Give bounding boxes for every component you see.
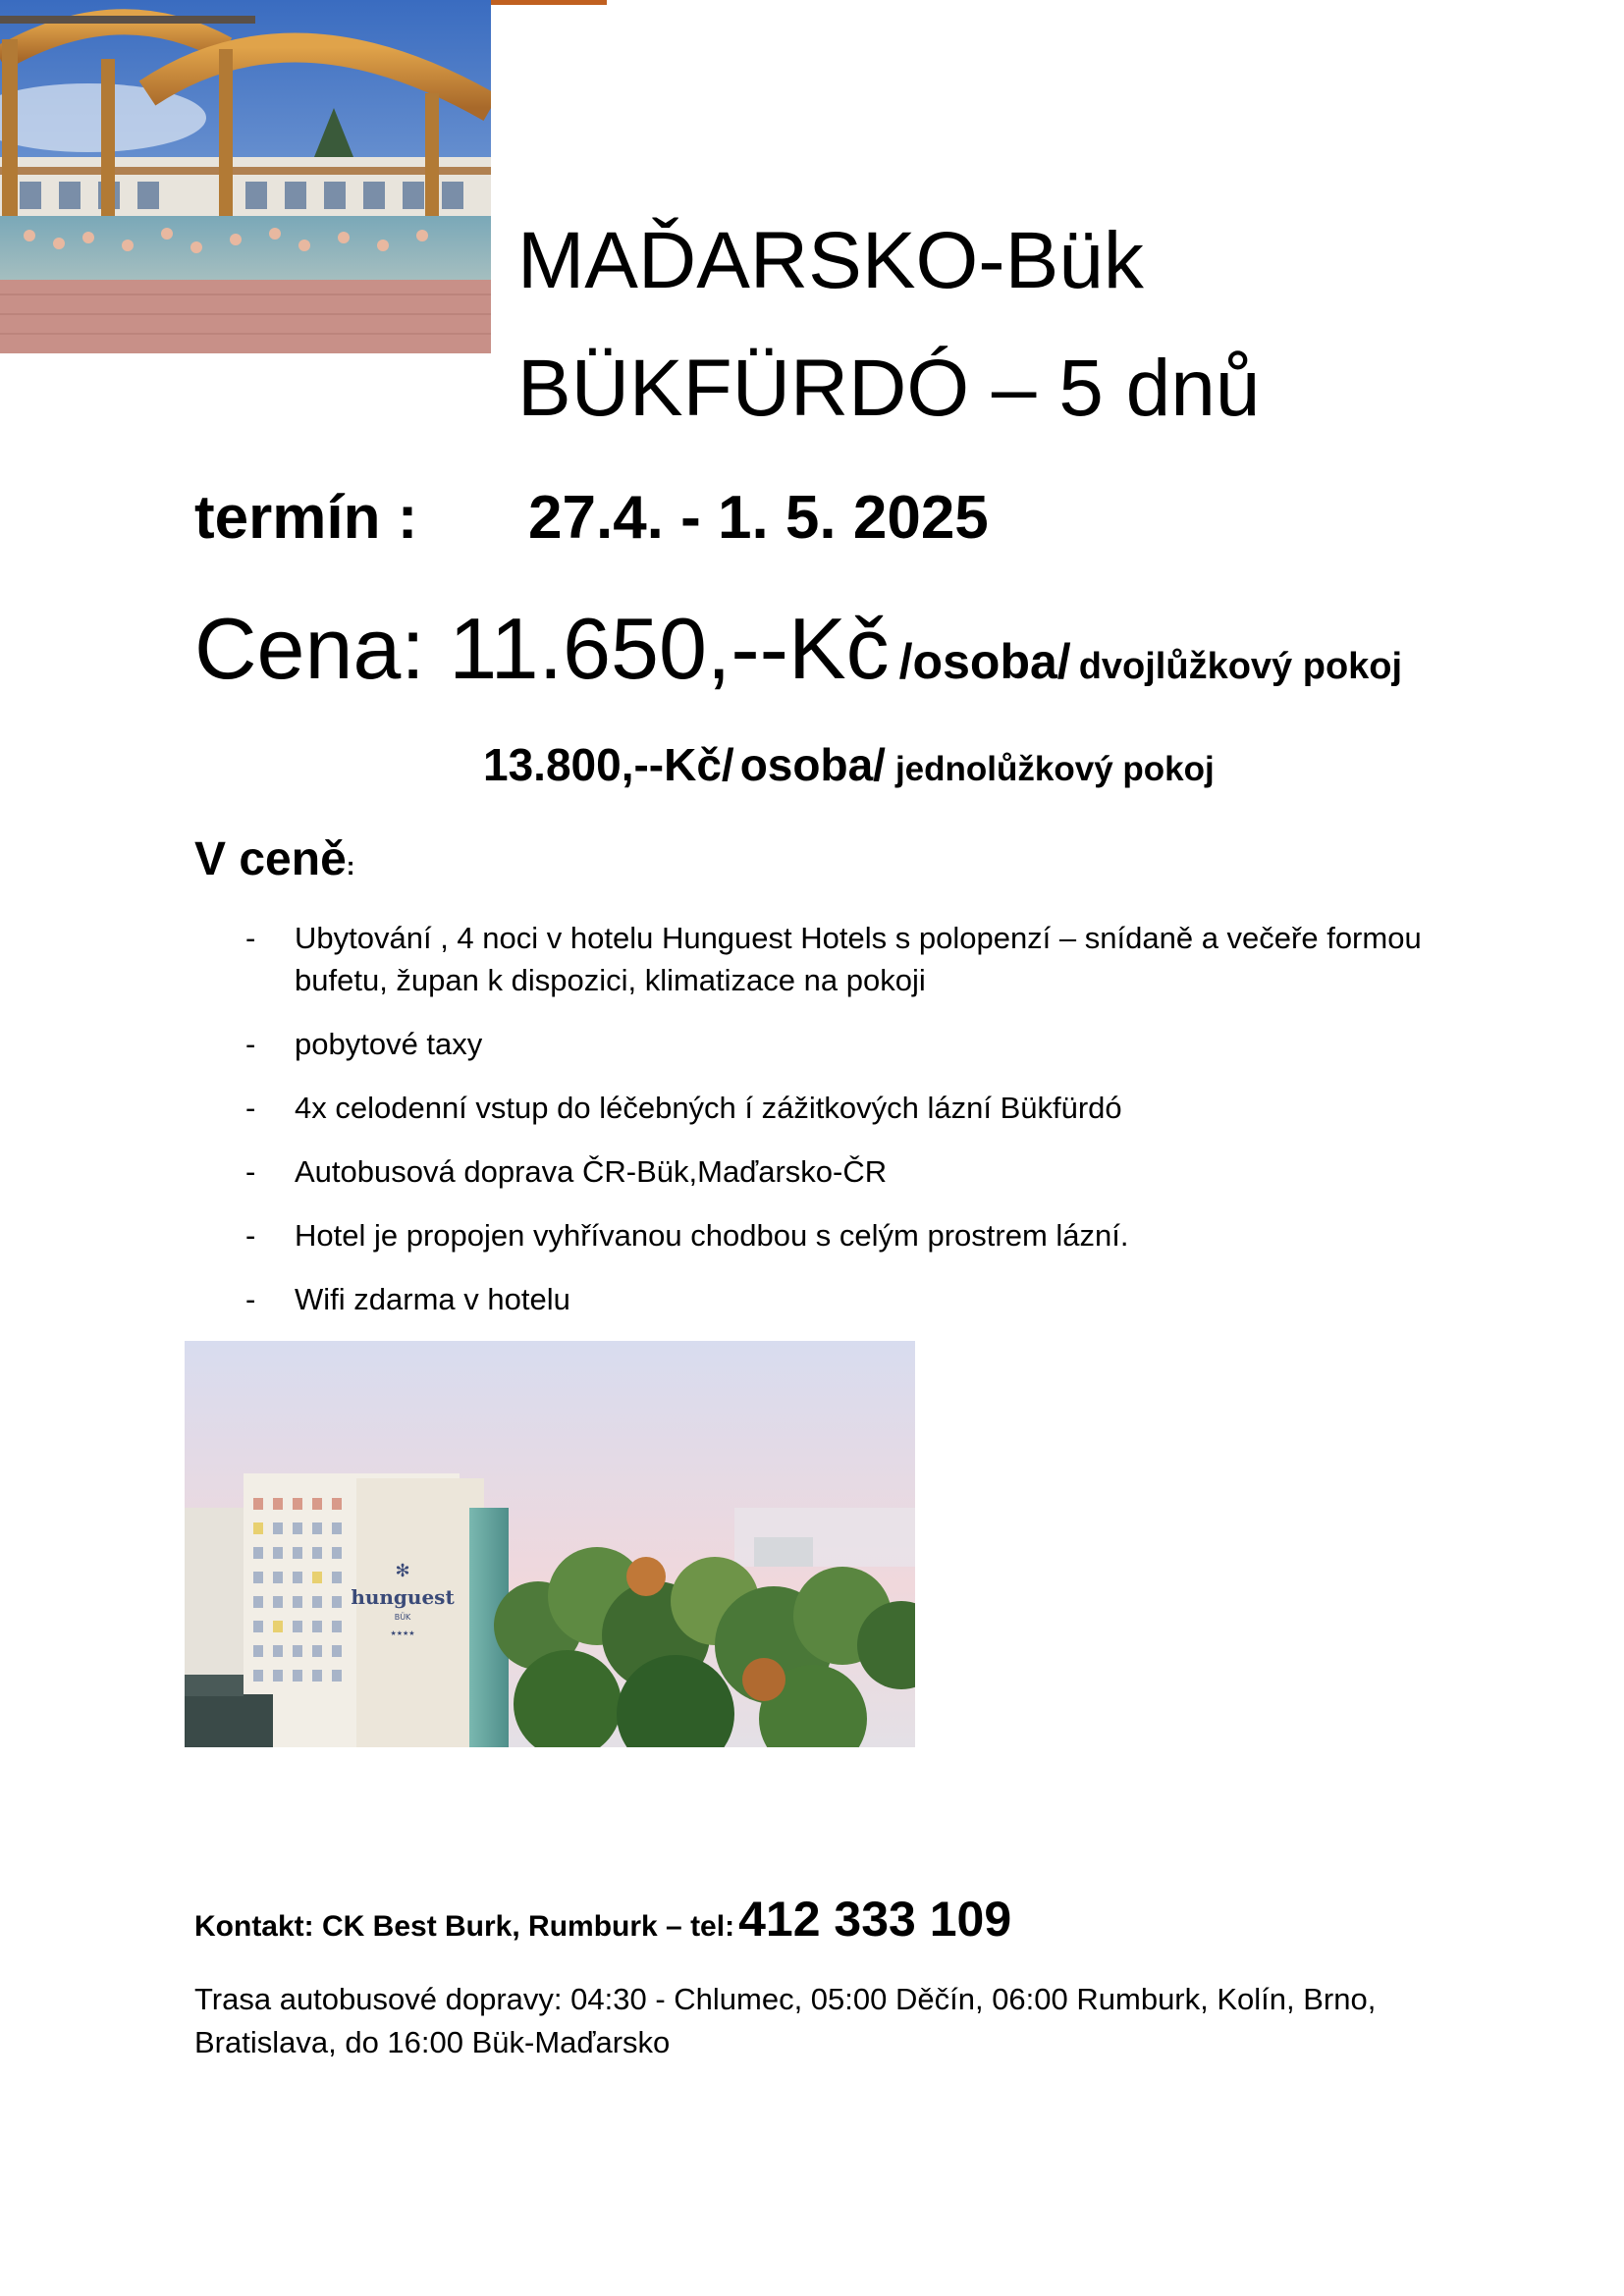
included-heading xyxy=(194,832,354,886)
list-item-text: Ubytování , 4 noci v hotelu Hunguest Hotels s polopenzí – snídaně a večeře formou bufetu, župan k dispozici, klimatizace na pokoji xyxy=(295,921,1422,997)
contact-line xyxy=(194,1891,1011,1948)
list-item-text: 4x celodenní vstup do léčebných í zážitkových lázní Bükfürdó xyxy=(295,1091,1122,1125)
list-item xyxy=(245,1150,1443,1193)
price-single-unit: osoba/ xyxy=(739,739,886,790)
hotel-sign-stars: ★★★★ xyxy=(390,1629,415,1637)
price-double-value: Cena: 11.650,--Kč xyxy=(194,600,890,697)
list-item xyxy=(245,1023,1443,1065)
list-item xyxy=(245,1278,1443,1320)
list-bullet: - xyxy=(245,1218,256,1253)
price-double-row xyxy=(194,599,1402,699)
list-item xyxy=(245,917,1443,1001)
list-item-text: Autobusová doprava ČR-Bük,Maďarsko-ČR xyxy=(295,1154,888,1189)
title-duration: BÜKFÜRDÓ – 5 dnů xyxy=(517,344,1261,433)
list-item-text: pobytové taxy xyxy=(295,1027,483,1061)
list-item-text: Hotel je propojen vyhřívanou chodbou s celým prostrem lázní. xyxy=(295,1218,1129,1253)
contact-phone[interactable]: 412 333 109 xyxy=(738,1892,1012,1947)
list-bullet: - xyxy=(245,1027,256,1061)
contact-label: Kontakt: CK Best Burk, Rumburk – tel: xyxy=(194,1910,735,1943)
term-dates: 27.4. - 1. 5. 2025 xyxy=(528,484,989,552)
list-bullet: - xyxy=(245,1091,256,1125)
included-list xyxy=(245,917,1443,1342)
price-single-value: 13.800,--Kč/ xyxy=(483,739,734,790)
list-bullet: - xyxy=(245,1282,256,1316)
thermal-bath-photo xyxy=(0,0,491,353)
list-bullet: - xyxy=(245,1154,256,1189)
included-heading-colon: : xyxy=(346,851,355,881)
price-single-row xyxy=(483,738,1215,791)
hotel-sign-logo-icon: ✻ xyxy=(395,1561,410,1581)
list-item xyxy=(245,1214,1443,1256)
price-double-unit: /osoba/ xyxy=(898,634,1071,689)
price-double-room: dvojlůžkový pokoj xyxy=(1078,646,1403,687)
bus-route-text: Trasa autobusové dopravy: 04:30 - Chlumec, 05:00 Děčín, 06:00 Rumburk, Kolín, Brno, Bratislava, do 16:00 Bük-Maďarsko xyxy=(194,1982,1377,2059)
included-heading-text: V ceně xyxy=(194,833,347,885)
price-single-room: jednolůžkový pokoj xyxy=(894,750,1215,788)
hotel-sign-city: BÜK xyxy=(394,1613,411,1622)
list-bullet: - xyxy=(245,921,256,955)
title-destination: MAĎARSKO-Bük xyxy=(517,216,1144,305)
hotel-sign-brand: hunguest xyxy=(351,1585,455,1609)
list-item xyxy=(245,1087,1443,1129)
term-label: termín : xyxy=(194,484,418,552)
list-item-text: Wifi zdarma v hotelu xyxy=(295,1282,570,1316)
hotel-photo xyxy=(185,1341,915,1747)
